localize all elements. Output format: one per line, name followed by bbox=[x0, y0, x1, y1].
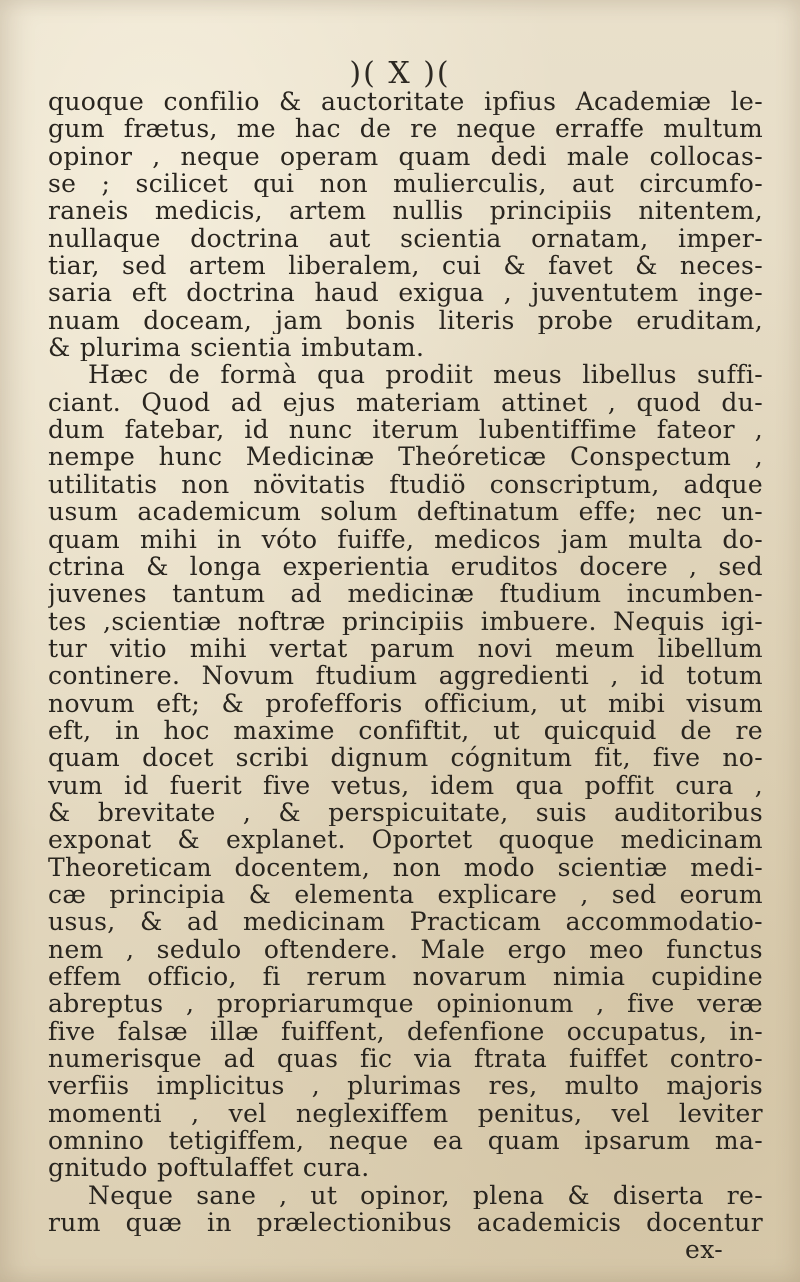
text-line: saria eft doctrina haud exigua , juventutem inge- bbox=[48, 279, 763, 307]
text-line: usus, & ad medicinam Practicam accommodatio- bbox=[48, 908, 763, 936]
text-line: ctrina & longa experientia eruditos docere , sed bbox=[48, 552, 763, 581]
text-line: ciant. Quod ad ejus materiam attinet , quod du- bbox=[48, 388, 763, 417]
text-line: & plurima scientia imbutam. bbox=[48, 334, 425, 362]
text-line: verfiis implicitus , plurimas res, multo majoris bbox=[48, 1072, 763, 1100]
text-line: tur vitio mihi vertat parum novi meum libellum bbox=[48, 634, 763, 663]
text-line: gnitudo poftulaffet cura. bbox=[48, 1154, 370, 1182]
text-line: raneis medicis, artem nullis principiis nitentem, bbox=[48, 197, 763, 225]
catchword: ex- bbox=[685, 1236, 723, 1264]
text-line: five falsæ illæ fuiffent, defenfione occupatus, in- bbox=[48, 1017, 763, 1046]
text-line: omnino tetigiffem, neque ea quam ipsarum ma- bbox=[48, 1127, 763, 1155]
text-line: nuam doceam, jam bonis literis probe eruditam, bbox=[48, 306, 763, 335]
text-line: momenti , vel neglexiffem penitus, vel leviter bbox=[48, 1099, 763, 1128]
text-line: abreptus , propriarumque opinionum , five veræ bbox=[48, 990, 763, 1018]
text-line: nullaque doctrina aut scientia ornatam, imper- bbox=[48, 224, 763, 253]
text-line: & brevitate , & perspicuitate, suis auditoribus bbox=[48, 798, 763, 827]
text-line: numerisque ad quas fic via ftrata fuiffet contro- bbox=[48, 1045, 763, 1073]
text-line: Neque sane , ut opinor, plena & diserta re- bbox=[88, 1181, 763, 1210]
text-line: nem , sedulo oftendere. Male ergo meo functus bbox=[48, 935, 763, 963]
text-line: eft, in hoc maxime confiftit, ut quicquid de re bbox=[48, 716, 763, 745]
text-line: quam mihi in vóto fuiffe, medicos jam multa do- bbox=[48, 525, 763, 553]
text-line: quam docet scribi dignum cógnitum fit, five no- bbox=[48, 744, 763, 772]
text-line: juvenes tantum ad medicinæ ftudium incumben- bbox=[48, 580, 763, 608]
text-line: continere. Novum ftudium aggredienti , id totum bbox=[48, 662, 763, 690]
text-line: vum id fuerit five vetus, idem qua poffit cura , bbox=[48, 771, 763, 799]
text-line: Hæc de formà qua prodiit meus libellus suffi- bbox=[88, 361, 763, 389]
text-line: opinor , neque operam quam dedi male collocas- bbox=[48, 142, 763, 171]
text-line: tiar, sed artem liberalem, cui & favet & neces- bbox=[48, 252, 763, 280]
page-header: )( X )( bbox=[349, 56, 451, 91]
text-line: quoque confilio & auctoritate ipfius Academiæ le- bbox=[48, 88, 763, 116]
text-line: effem officio, fi rerum novarum nimia cupidine bbox=[48, 963, 763, 991]
text-line: cæ principia & elementa explicare , sed eorum bbox=[48, 880, 763, 909]
body-text bbox=[48, 88, 763, 1264]
text-line: Theoreticam docentem, non modo scientiæ medi- bbox=[48, 853, 763, 881]
text-line: dum fatebar, id nunc iterum lubentiffime fateor , bbox=[48, 416, 763, 444]
text-line: utilitatis non növitatis ftudiö conscriptum, adque bbox=[48, 470, 763, 499]
text-line: usum academicum solum deftinatum effe; nec un- bbox=[48, 498, 763, 526]
text-line: novum eft; & profefforis officium, ut mibi visum bbox=[48, 689, 763, 717]
text-line: gum frætus, me hac de re neque erraffe multum bbox=[48, 115, 763, 143]
text-line: nempe hunc Medicinæ Theóreticæ Conspectum , bbox=[48, 443, 763, 471]
text-line: rum quæ in prælectionibus academicis docentur bbox=[48, 1209, 763, 1237]
text-line: tes ,scientiæ noftræ principiis imbuere. Nequis igi- bbox=[48, 607, 763, 635]
text-line: exponat & explanet. Oportet quoque medicinam bbox=[48, 826, 763, 854]
text-line: se ; scilicet qui non mulierculis, aut circumfo- bbox=[48, 170, 763, 198]
